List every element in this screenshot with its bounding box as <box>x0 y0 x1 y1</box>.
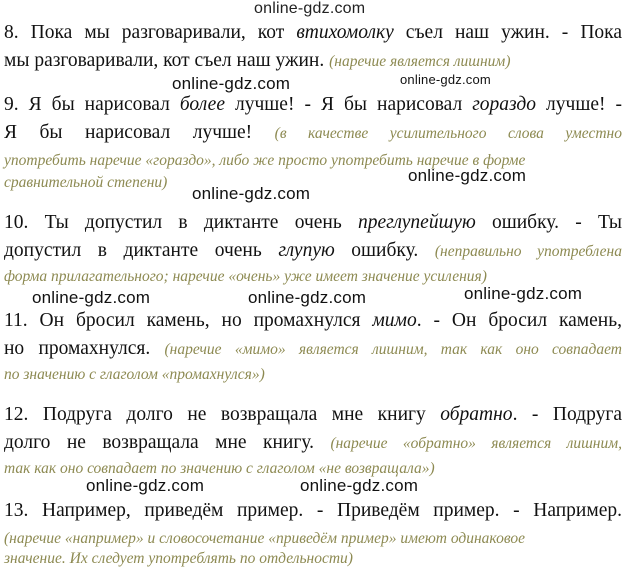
item-11-line-1: 11. Он бросил камень, но промахнулся мимо. - Он бросил камень, <box>4 310 622 331</box>
item-11-line-2: но промахнулся. (наречие «мимо» является лишним, так как оно совпадает <box>4 338 622 359</box>
comment: (наречие «мимо» является лишним, так как оно совпадает <box>164 341 622 358</box>
watermark-top: online-gdz.com <box>254 0 366 17</box>
watermark-1: online-gdz.com <box>400 72 491 87</box>
comment: (в качестве усилительного слова уместно <box>274 125 622 142</box>
comment: (наречие является лишним) <box>329 53 511 70</box>
watermark-4: online-gdz.com <box>192 184 311 203</box>
item-10-line-1: 10. Ты допустил в диктанте очень преглупейшую ошибку. - Ты <box>4 212 623 233</box>
watermark-8: online-gdz.com <box>86 476 205 495</box>
item-12-line-1: 12. Подруга долго не возвращала мне книгу обратно. - Подруга <box>4 404 622 425</box>
item-9-line-4: сравнительной степени) <box>4 174 168 191</box>
watermark-5: online-gdz.com <box>464 284 583 303</box>
item-10-line-3: форма прилагательного; наречие «очень» уже имеет значение усиления) <box>4 268 487 285</box>
item-8-line-2: мы разговаривали, кот съел наш ужин. (наречие является лишним) <box>4 50 511 71</box>
item-8-line-1: 8. Пока мы разговаривали, кот втихомолку съел наш ужин. - Пока <box>4 22 622 43</box>
item-12-line-3: так как оно совпадает по значению с глаголом «не возвращала») <box>4 460 435 477</box>
watermark-6: online-gdz.com <box>32 288 151 307</box>
item-10-line-2: допустил в диктанте очень глупую ошибку. (неправильно употреблена <box>4 240 622 261</box>
item-13-line-3: значение. Их следует употреблять по отдельности) <box>4 550 353 567</box>
comment: (наречие «обратно» является лишним, <box>330 435 622 452</box>
item-9-line-3: употребить наречие «гораздо», либо же просто употребить наречие в форме <box>4 152 526 169</box>
watermark-3: online-gdz.com <box>408 166 527 185</box>
watermark-7: online-gdz.com <box>248 288 367 307</box>
watermark-9: online-gdz.com <box>300 476 419 495</box>
watermark-2: online-gdz.com <box>172 74 291 93</box>
item-13-line-1: 13. Например, приведём пример. - Приведём пример. - Например. <box>4 500 622 521</box>
item-9-line-2: Я бы нарисовал лучше! (в качестве усилительного слова уместно <box>4 122 622 143</box>
item-9-line-1: 9. Я бы нарисовал более лучше! - Я бы нарисовал гораздо лучше! - <box>4 94 622 115</box>
item-13-line-2: (наречие «например» и словосочетание «приведём пример» имеют одинаковое <box>4 530 525 547</box>
item-11-line-3: по значению с глаголом «промахнулся») <box>4 366 265 383</box>
comment: (неправильно употреблена <box>434 243 622 260</box>
item-12-line-2: долго не возвращала мне книгу. (наречие «обратно» является лишним, <box>4 432 622 453</box>
